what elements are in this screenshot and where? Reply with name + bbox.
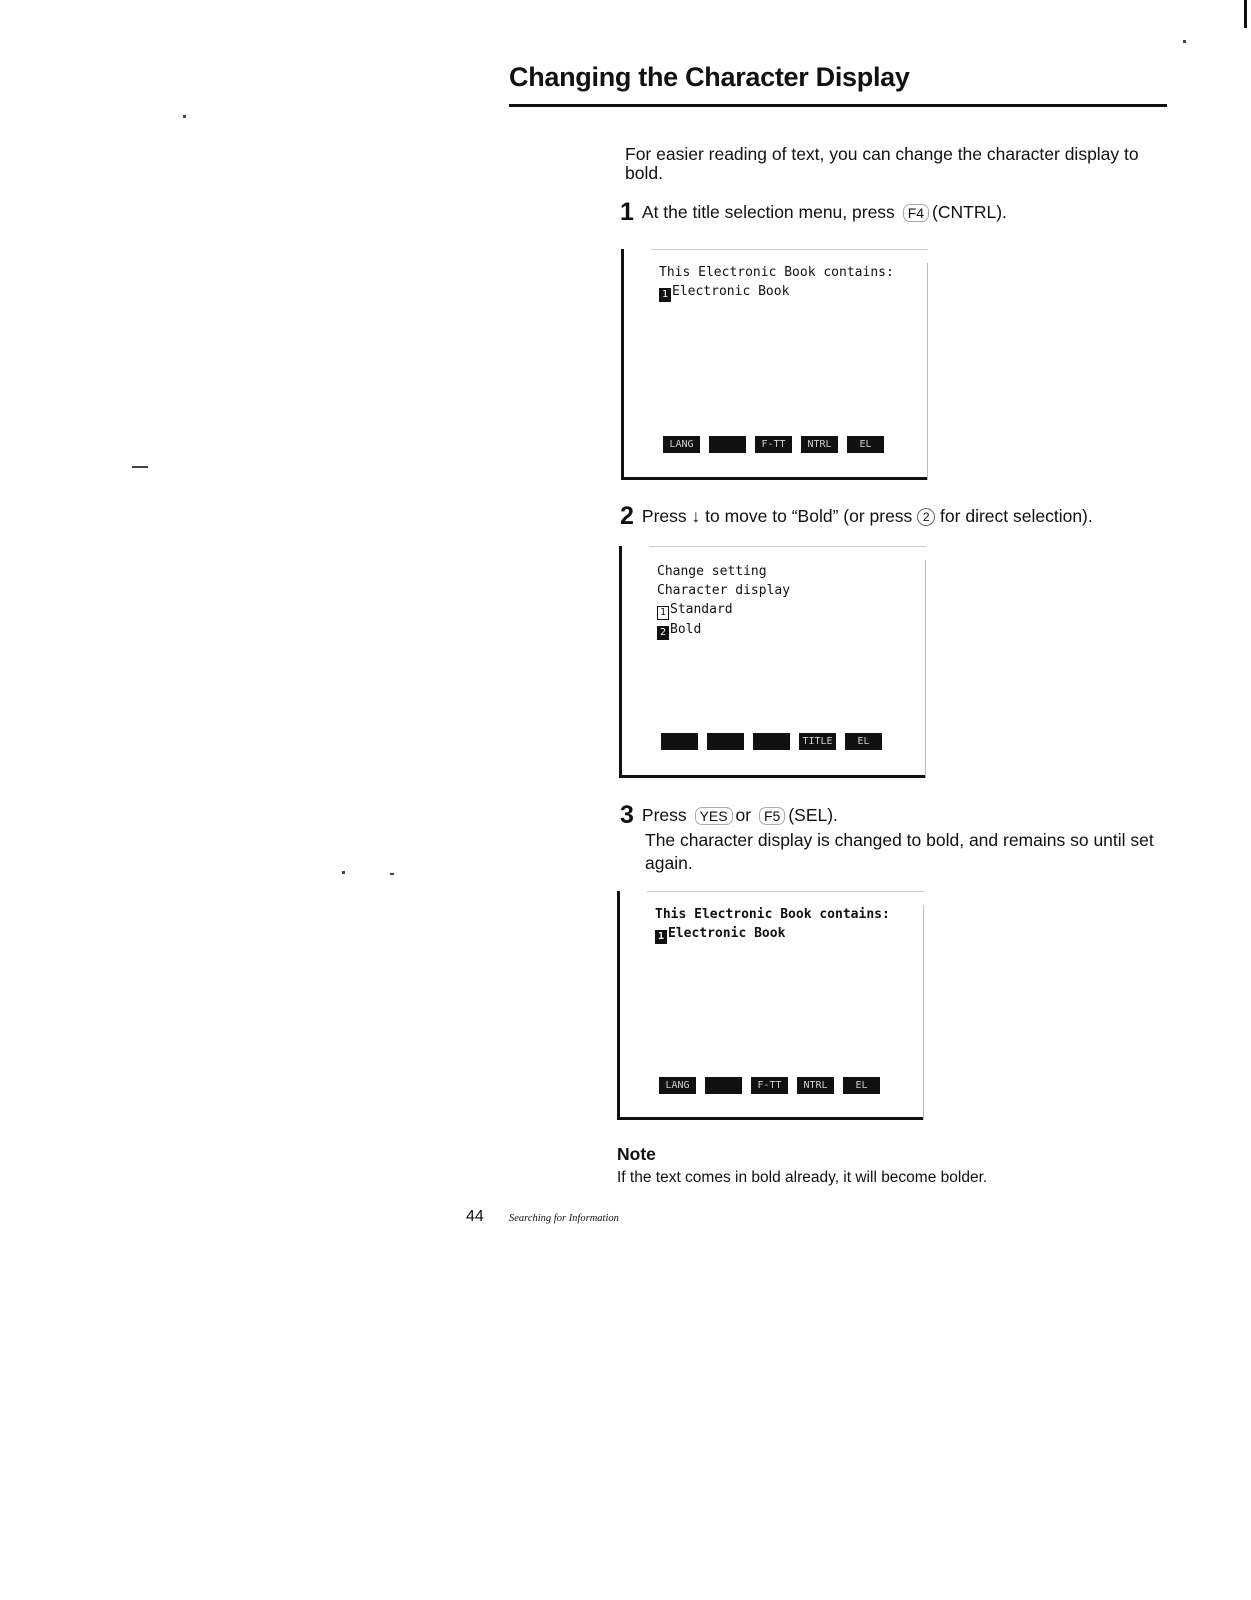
step-text-end: for direct selection). [940,506,1093,526]
screen-title-menu-bold [617,891,924,1120]
screen-text [655,905,890,944]
step-text: Press [641,805,687,825]
note-text: If the text comes in bold already, it will become bolder. [617,1169,988,1186]
function-key-bar [661,733,882,750]
option-label: Standard [670,602,733,617]
screen-line: Change setting [657,564,767,579]
screen-text [659,263,894,302]
screen-line: This Electronic Book contains: [659,265,894,280]
screen-list-item [655,924,890,944]
option-label: Bold [670,622,702,637]
fkey-f1: LANG [659,1077,696,1094]
circled-2-key: 2 [917,508,935,526]
scan-speck [183,115,186,118]
scan-speck [342,871,345,874]
selected-number-marker: 1 [655,930,667,944]
screen-text [657,562,790,640]
scan-edge-mark [1244,0,1247,28]
screen-option-standard [657,600,790,620]
step-number: 1 [620,198,634,226]
step-3-continuation: The character display is changed to bold, and remains so until set again. [645,830,1154,873]
page-number: 44 [466,1208,484,1225]
fkey-f5: EL [847,436,884,453]
step-text: Press [641,506,687,526]
screen-item-label: Electronic Book [668,926,786,941]
scan-speck [1183,40,1186,43]
step-text-end: (CNTRL). [932,202,1007,222]
step-1 [620,198,1007,226]
title-rule [509,104,1167,107]
screen-list-item [659,282,894,302]
step-text-or: or [735,805,752,825]
page-title: Changing the Character Display [509,62,910,92]
fkey-f3: F-TT [751,1077,788,1094]
fkey-f4: NTRL [797,1077,834,1094]
step-3 [620,801,838,829]
step-2 [620,502,1093,530]
fkey-f3: F-TT [755,436,792,453]
step-number: 2 [620,502,634,530]
fkey-f2 [705,1077,742,1094]
option-number-marker: 1 [657,606,669,620]
scan-speck [390,873,394,875]
fkey-f1 [661,733,698,750]
fkey-f4: TITLE [799,733,836,750]
fkey-f3 [753,733,790,750]
screen-item-label: Electronic Book [672,284,790,299]
f4-key: F4 [903,204,929,222]
fkey-f5: EL [843,1077,880,1094]
f5-key: F5 [759,807,785,825]
down-arrow-icon: ↓ [691,506,701,526]
selected-number-marker: 1 [659,288,671,302]
function-key-bar [659,1077,880,1094]
function-key-bar [663,436,884,453]
fkey-f1: LANG [663,436,700,453]
fkey-f2 [707,733,744,750]
step-text-mid: to move to “Bold” (or press [705,506,913,526]
fkey-f4: NTRL [801,436,838,453]
screen-line: Character display [657,583,791,598]
fkey-f2 [709,436,746,453]
screen-change-setting [619,546,926,778]
screen-title-menu [621,249,928,480]
note-heading: Note [617,1144,656,1164]
screen-line: This Electronic Book contains: [655,907,890,922]
intro-paragraph: For easier reading of text, you can change the character display to bold. [625,144,1139,183]
yes-key: YES [695,807,733,825]
step-text-end: (SEL). [788,805,838,825]
step-number: 3 [620,801,634,829]
selected-number-marker: 2 [657,626,669,640]
running-footer: Searching for Information [509,1213,619,1224]
fkey-f5: EL [845,733,882,750]
scan-speck [132,466,148,468]
screen-option-bold [657,620,790,640]
step-text: At the title selection menu, press [641,202,895,222]
